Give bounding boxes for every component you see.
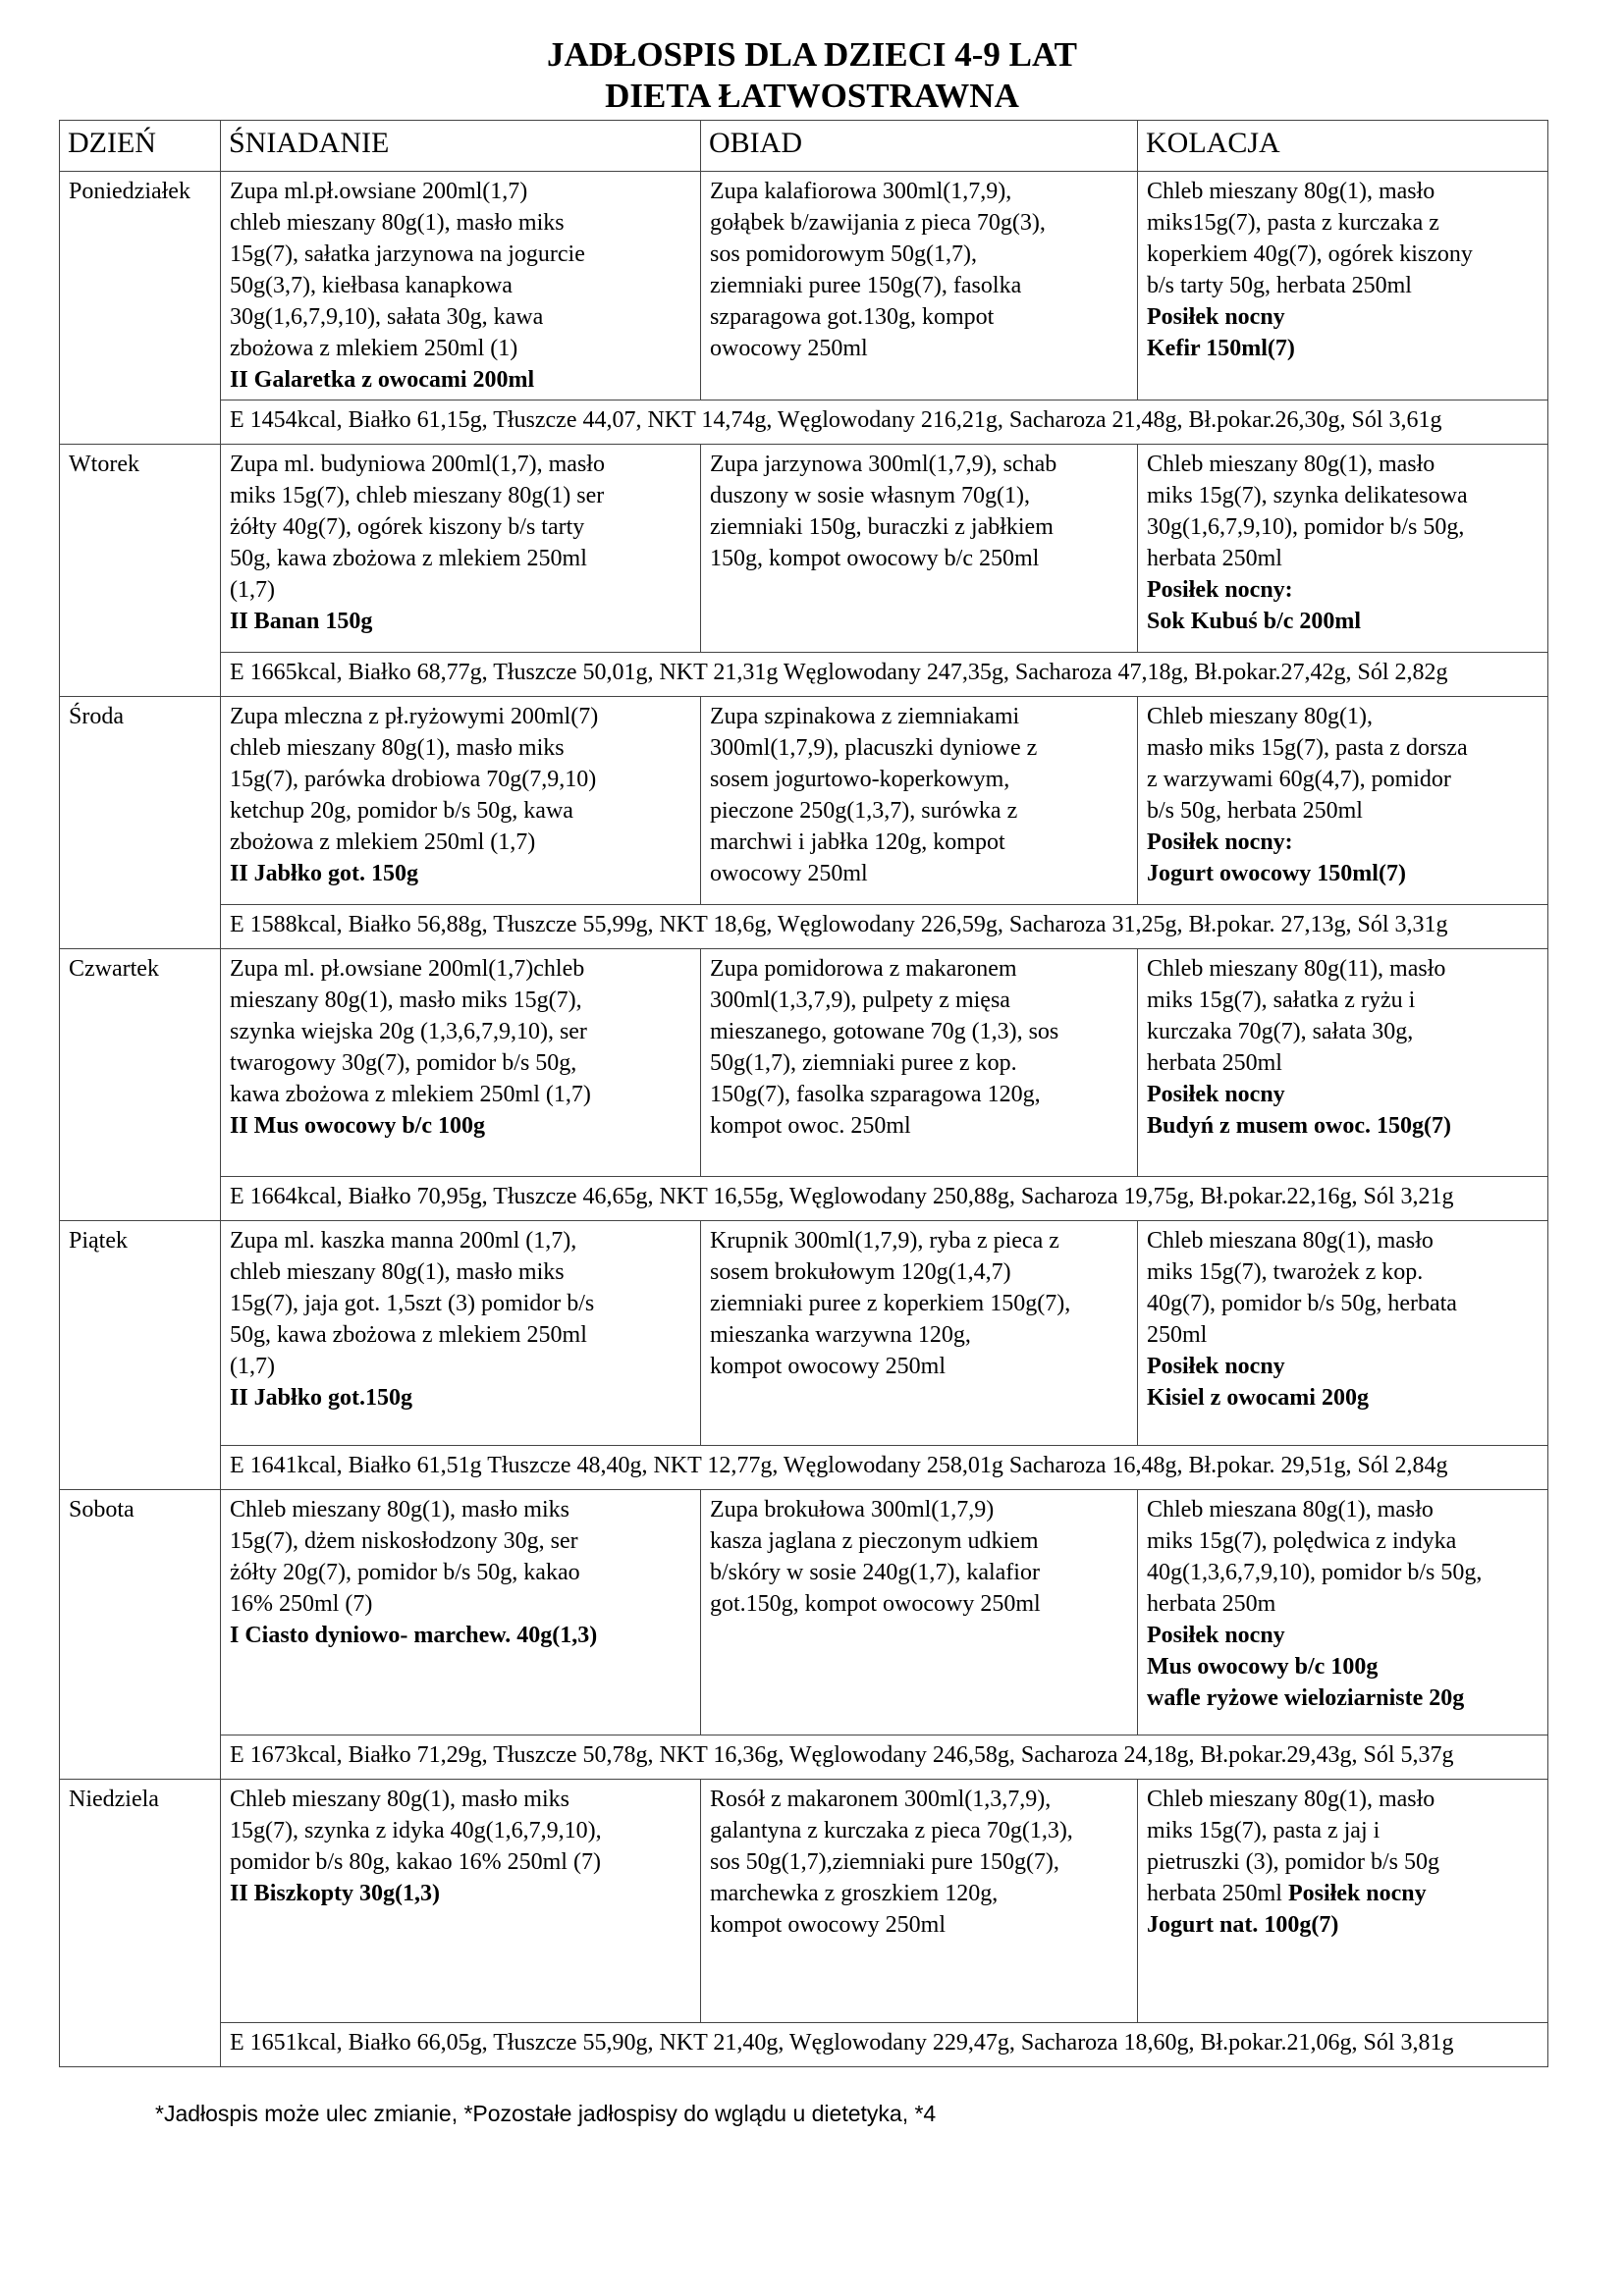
dinner-line: gołąbek b/zawijania z pieca 70g(3), [710, 210, 1046, 236]
supper-line: miks 15g(7), twarożek z kop. [1147, 1259, 1424, 1285]
day-row [60, 697, 1548, 905]
supper-line: miks 15g(7), sałatka z ryżu i [1147, 988, 1416, 1013]
night-meal-label: Posiłek nocny [1287, 1881, 1427, 1906]
dinner-line: Krupnik 300ml(1,7,9), ryba z pieca z [710, 1228, 1059, 1254]
nutrition-summary: E 1664kcal, Białko 70,95g, Tłuszcze 46,65g, NKT 16,55g, Węglowodany 250,88g, Sacharoza 19,75g, Bł.pokar.22,16g, Sól 3,21g [221, 1177, 1548, 1221]
dinner-line: sos 50g(1,7),ziemniaki pure 150g(7), [710, 1849, 1059, 1875]
dinner-line: Zupa pomidorowa z makaronem [710, 956, 1017, 982]
supper-line: Chleb mieszany 80g(1), masło [1147, 1787, 1435, 1812]
header-row [60, 121, 1548, 172]
dinner-line: mieszanego, gotowane 70g (1,3), sos [710, 1019, 1059, 1044]
dinner-cell [701, 949, 1138, 1177]
supper-cell [1138, 445, 1548, 653]
dinner-line: 50g(1,7), ziemniaki puree z kop. [710, 1050, 1017, 1076]
dinner-line: pieczone 250g(1,3,7), surówka z [710, 798, 1018, 824]
breakfast-line: (1,7) [230, 577, 275, 603]
breakfast-cell [221, 1221, 701, 1446]
breakfast-extra: II Jabłko got.150g [230, 1385, 413, 1411]
dinner-line: kompot owoc. 250ml [710, 1113, 911, 1139]
menu-body [60, 172, 1548, 2067]
supper-line: miks 15g(7), szynka delikatesowa [1147, 483, 1468, 508]
breakfast-line: 50g, kawa zbożowa z mlekiem 250ml [230, 1322, 587, 1348]
breakfast-line: 50g(3,7), kiełbasa kanapkowa [230, 273, 513, 298]
breakfast-extra: II Mus owocowy b/c 100g [230, 1113, 486, 1139]
night-meal-line: Posiłek nocny [1147, 1623, 1285, 1648]
nutrition-row [60, 400, 1548, 445]
supper-line: kurczaka 70g(7), sałata 30g, [1147, 1019, 1414, 1044]
nutrition-summary: E 1641kcal, Białko 61,51g Tłuszcze 48,40g, NKT 12,77g, Węglowodany 258,01g Sacharoza 16,48g, Bł.pokar. 29,51g, Sól 2,84g [221, 1446, 1548, 1490]
supper-line: Chleb mieszany 80g(1), [1147, 704, 1373, 729]
supper-line: 30g(1,6,7,9,10), pomidor b/s 50g, [1147, 514, 1465, 540]
header-supper: KOLACJA [1138, 121, 1548, 172]
supper-line: herbata 250ml [1147, 546, 1282, 571]
day-row [60, 949, 1548, 1177]
dinner-line: sosem brokułowym 120g(1,4,7) [710, 1259, 1011, 1285]
breakfast-cell [221, 949, 701, 1177]
breakfast-line: Chleb mieszany 80g(1), masło miks [230, 1787, 569, 1812]
breakfast-line: miks 15g(7), chleb mieszany 80g(1) ser [230, 483, 605, 508]
supper-cell [1138, 697, 1548, 905]
supper-line: Chleb mieszany 80g(11), masło [1147, 956, 1446, 982]
supper-cell [1138, 172, 1548, 400]
day-name: Czwartek [60, 949, 221, 1221]
menu-title: JADŁOSPIS DLA DZIECI 4-9 LAT [546, 35, 1078, 74]
menu-subtitle: DIETA ŁATWOSTRAWNA [605, 77, 1019, 115]
day-name: Poniedziałek [60, 172, 221, 445]
breakfast-line: 15g(7), szynka z idyka 40g(1,6,7,9,10), [230, 1818, 602, 1843]
nutrition-row [60, 653, 1548, 697]
nutrition-summary: E 1651kcal, Białko 66,05g, Tłuszcze 55,90g, NKT 21,40g, Węglowodany 229,47g, Sacharoza 18,60g, Bł.pokar.21,06g, Sól 3,81g [221, 2023, 1548, 2067]
dinner-line: ziemniaki puree z koperkiem 150g(7), [710, 1291, 1071, 1316]
breakfast-line: 15g(7), parówka drobiowa 70g(7,9,10) [230, 767, 597, 792]
breakfast-line: kawa zbożowa z mlekiem 250ml (1,7) [230, 1082, 591, 1107]
breakfast-line: 15g(7), dżem niskosłodzony 30g, ser [230, 1528, 578, 1554]
nutrition-row [60, 1446, 1548, 1490]
supper-line: herbata 250ml [1147, 1050, 1282, 1076]
breakfast-line: pomidor b/s 80g, kakao 16% 250ml (7) [230, 1849, 601, 1875]
breakfast-extra: II Galaretka z owocami 200ml [230, 367, 535, 393]
nutrition-summary: E 1673kcal, Białko 71,29g, Tłuszcze 50,78g, NKT 16,36g, Węglowodany 246,58g, Sacharoza 24,18g, Bł.pokar.29,43g, Sól 5,37g [221, 1735, 1548, 1780]
dinner-line: ziemniaki puree 150g(7), fasolka [710, 273, 1022, 298]
night-meal-line: Jogurt nat. 100g(7) [1147, 1912, 1339, 1938]
supper-line: miks 15g(7), pasta z jaj i [1147, 1818, 1380, 1843]
supper-cell [1138, 1490, 1548, 1735]
night-meal-line: Sok Kubuś b/c 200ml [1147, 609, 1362, 634]
dinner-cell [701, 172, 1138, 400]
breakfast-line: chleb mieszany 80g(1), masło miks [230, 735, 565, 761]
dinner-line: b/skóry w sosie 240g(1,7), kalafior [710, 1560, 1040, 1585]
supper-line: herbata 250ml [1147, 1881, 1288, 1906]
night-meal-line: Mus owocowy b/c 100g [1147, 1654, 1379, 1680]
supper-line: b/s tarty 50g, herbata 250ml [1147, 273, 1412, 298]
supper-line: koperkiem 40g(7), ogórek kiszony [1147, 241, 1473, 267]
day-row [60, 1780, 1548, 2023]
breakfast-line: 15g(7), jaja got. 1,5szt (3) pomidor b/s [230, 1291, 595, 1316]
breakfast-line: Zupa ml. pł.owsiane 200ml(1,7)chleb [230, 956, 585, 982]
supper-line: pietruszki (3), pomidor b/s 50g [1147, 1849, 1439, 1875]
night-meal-line: Posiłek nocny [1147, 1082, 1285, 1107]
header-dinner: OBIAD [701, 121, 1138, 172]
dinner-line: Zupa brokułowa 300ml(1,7,9) [710, 1497, 995, 1522]
supper-line: Chleb mieszany 80g(1), masło [1147, 179, 1435, 204]
dinner-line: Zupa jarzynowa 300ml(1,7,9), schab [710, 452, 1057, 477]
dinner-cell [701, 1490, 1138, 1735]
supper-line: Chleb mieszana 80g(1), masło [1147, 1228, 1434, 1254]
dinner-line: owocowy 250ml [710, 336, 868, 361]
dinner-line: sos pomidorowym 50g(1,7), [710, 241, 977, 267]
night-meal-line: Posiłek nocny: [1147, 577, 1293, 603]
night-meal-line: wafle ryżowe wieloziarniste 20g [1147, 1685, 1465, 1711]
breakfast-line: ketchup 20g, pomidor b/s 50g, kawa [230, 798, 573, 824]
dinner-line: szparagowa got.130g, kompot [710, 304, 995, 330]
night-meal-line: Jogurt owocowy 150ml(7) [1147, 861, 1406, 886]
dinner-line: got.150g, kompot owocowy 250ml [710, 1591, 1041, 1617]
breakfast-line: 15g(7), sałatka jarzynowa na jogurcie [230, 241, 585, 267]
dinner-line: sosem jogurtowo-koperkowym, [710, 767, 1010, 792]
breakfast-cell [221, 1490, 701, 1735]
nutrition-row [60, 905, 1548, 949]
supper-line: Chleb mieszany 80g(1), masło [1147, 452, 1435, 477]
supper-line: z warzywami 60g(4,7), pomidor [1147, 767, 1451, 792]
supper-line: miks15g(7), pasta z kurczaka z [1147, 210, 1439, 236]
night-meal-line: Posiłek nocny [1147, 304, 1285, 330]
dinner-cell [701, 697, 1138, 905]
breakfast-line: 50g, kawa zbożowa z mlekiem 250ml [230, 546, 587, 571]
dinner-line: marchwi i jabłka 120g, kompot [710, 829, 1005, 855]
day-name: Niedziela [60, 1780, 221, 2067]
supper-cell [1138, 1780, 1548, 2023]
dinner-line: kompot owocowy 250ml [710, 1354, 946, 1379]
night-meal-line: Kefir 150ml(7) [1147, 336, 1295, 361]
day-name: Sobota [60, 1490, 221, 1780]
breakfast-line: żółty 20g(7), pomidor b/s 50g, kakao [230, 1560, 580, 1585]
night-meal-line: Budyń z musem owoc. 150g(7) [1147, 1113, 1451, 1139]
breakfast-cell [221, 1780, 701, 2023]
footer-note: *Jadłospis może ulec zmianie, *Pozostałe jadłospisy do wglądu u dietetyka, *4 [155, 2101, 937, 2126]
nutrition-row [60, 2023, 1548, 2067]
supper-line: 250ml [1147, 1322, 1208, 1348]
day-row [60, 1490, 1548, 1735]
night-meal-line: Posiłek nocny [1147, 1354, 1285, 1379]
breakfast-line: Zupa mleczna z pł.ryżowymi 200ml(7) [230, 704, 599, 729]
dinner-line: duszony w sosie własnym 70g(1), [710, 483, 1030, 508]
breakfast-line: szynka wiejska 20g (1,3,6,7,9,10), ser [230, 1019, 587, 1044]
breakfast-extra: II Biszkopty 30g(1,3) [230, 1881, 441, 1906]
dinner-line: 150g, kompot owocowy b/c 250ml [710, 546, 1040, 571]
day-row [60, 445, 1548, 653]
breakfast-extra: I Ciasto dyniowo- marchew. 40g(1,3) [230, 1623, 598, 1648]
dinner-line: 300ml(1,7,9), placuszki dyniowe z [710, 735, 1038, 761]
dinner-cell [701, 445, 1138, 653]
breakfast-line: zbożowa z mlekiem 250ml (1) [230, 336, 518, 361]
day-name: Środa [60, 697, 221, 949]
breakfast-cell [221, 445, 701, 653]
dinner-line: Zupa kalafiorowa 300ml(1,7,9), [710, 179, 1012, 204]
day-row [60, 172, 1548, 400]
supper-line: miks 15g(7), polędwica z indyka [1147, 1528, 1457, 1554]
supper-line: b/s 50g, herbata 250ml [1147, 798, 1363, 824]
nutrition-summary: E 1454kcal, Białko 61,15g, Tłuszcze 44,07, NKT 14,74g, Węglowodany 216,21g, Sacharoza 21,48g, Bł.pokar.26,30g, Sól 3,61g [221, 400, 1548, 445]
breakfast-line: Chleb mieszany 80g(1), masło miks [230, 1497, 569, 1522]
day-row [60, 1221, 1548, 1446]
header-breakfast: ŚNIADANIE [221, 121, 701, 172]
dinner-line: 150g(7), fasolka szparagowa 120g, [710, 1082, 1041, 1107]
breakfast-extra: II Jabłko got. 150g [230, 861, 419, 886]
night-meal-line: Kisiel z owocami 200g [1147, 1385, 1369, 1411]
night-meal-line: Posiłek nocny: [1147, 829, 1293, 855]
dinner-line: kompot owocowy 250ml [710, 1912, 946, 1938]
day-name: Wtorek [60, 445, 221, 697]
dinner-line: Zupa szpinakowa z ziemniakami [710, 704, 1020, 729]
day-name: Piątek [60, 1221, 221, 1490]
dinner-cell [701, 1221, 1138, 1446]
supper-line: 40g(1,3,6,7,9,10), pomidor b/s 50g, [1147, 1560, 1483, 1585]
breakfast-line: twarogowy 30g(7), pomidor b/s 50g, [230, 1050, 577, 1076]
menu-table [59, 120, 1548, 2067]
breakfast-line: Zupa ml.pł.owsiane 200ml(1,7) [230, 179, 528, 204]
nutrition-row [60, 1735, 1548, 1780]
supper-cell [1138, 1221, 1548, 1446]
supper-line: 40g(7), pomidor b/s 50g, herbata [1147, 1291, 1457, 1316]
breakfast-line: żółty 40g(7), ogórek kiszony b/s tarty [230, 514, 585, 540]
supper-cell [1138, 949, 1548, 1177]
nutrition-summary: E 1665kcal, Białko 68,77g, Tłuszcze 50,01g, NKT 21,31g Węglowodany 247,35g, Sacharoza 47,18g, Bł.pokar.27,42g, Sól 2,82g [221, 653, 1548, 697]
nutrition-row [60, 1177, 1548, 1221]
supper-line: Chleb mieszana 80g(1), masło [1147, 1497, 1434, 1522]
breakfast-extra: II Banan 150g [230, 609, 373, 634]
dinner-line: galantyna z kurczaka z pieca 70g(1,3), [710, 1818, 1073, 1843]
breakfast-line: zbożowa z mlekiem 250ml (1,7) [230, 829, 536, 855]
nutrition-summary: E 1588kcal, Białko 56,88g, Tłuszcze 55,99g, NKT 18,6g, Węglowodany 226,59g, Sacharoza 31,25g, Bł.pokar. 27,13g, Sól 3,31g [221, 905, 1548, 949]
supper-line: herbata 250m [1147, 1591, 1276, 1617]
breakfast-line: mieszany 80g(1), masło miks 15g(7), [230, 988, 582, 1013]
header-day: DZIEŃ [60, 121, 221, 172]
dinner-line: 300ml(1,3,7,9), pulpety z mięsa [710, 988, 1010, 1013]
breakfast-line: (1,7) [230, 1354, 275, 1379]
dinner-line: ziemniaki 150g, buraczki z jabłkiem [710, 514, 1054, 540]
dinner-line: Rosół z makaronem 300ml(1,3,7,9), [710, 1787, 1052, 1812]
breakfast-line: chleb mieszany 80g(1), masło miks [230, 210, 565, 236]
breakfast-cell [221, 172, 701, 400]
breakfast-line: 30g(1,6,7,9,10), sałata 30g, kawa [230, 304, 544, 330]
breakfast-line: 16% 250ml (7) [230, 1591, 373, 1617]
dinner-line: kasza jaglana z pieczonym udkiem [710, 1528, 1039, 1554]
breakfast-cell [221, 697, 701, 905]
dinner-line: marchewka z groszkiem 120g, [710, 1881, 999, 1906]
dinner-cell [701, 1780, 1138, 2023]
breakfast-line: Zupa ml. kaszka manna 200ml (1,7), [230, 1228, 577, 1254]
breakfast-line: Zupa ml. budyniowa 200ml(1,7), masło [230, 452, 605, 477]
supper-line: masło miks 15g(7), pasta z dorsza [1147, 735, 1468, 761]
dinner-line: mieszanka warzywna 120g, [710, 1322, 971, 1348]
dinner-line: owocowy 250ml [710, 861, 868, 886]
supper-mixed-line [1147, 1878, 1540, 1909]
breakfast-line: chleb mieszany 80g(1), masło miks [230, 1259, 565, 1285]
